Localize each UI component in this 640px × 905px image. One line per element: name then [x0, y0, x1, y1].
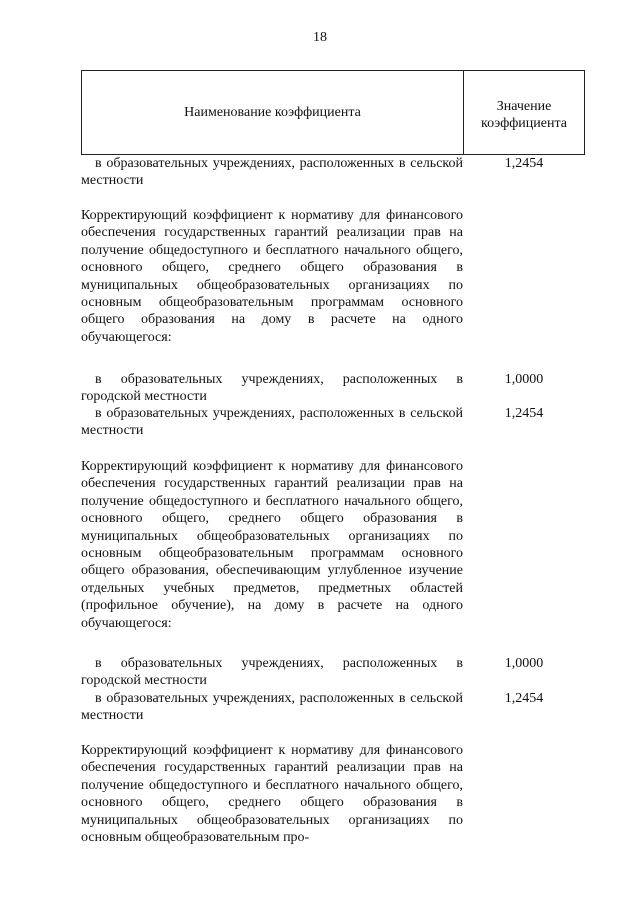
coefficient-heading: Корректирующий коэффициент к нормативу для финансового обеспечения государственных гарантий реализации прав на получение общедоступного и бесплатного начального общего, основного общего, среднего общего образования в муниципальных общеобразовательных организациях по основным общеобразовательным про-	[81, 743, 463, 846]
row-value: 1,0000	[504, 656, 544, 671]
row-name: в образовательных учреждениях, расположенных в городской местности	[81, 656, 463, 689]
row-value: 1,2454	[504, 691, 544, 706]
row-value: 1,2454	[504, 406, 544, 421]
coefficient-heading: Корректирующий коэффициент к нормативу для финансового обеспечения государственных гарантий реализации прав на получение общедоступного и бесплатного начального общего, основного общего, среднего общего образования в муниципальных общеобразовательных организациях по основным общеобразовательным программам основного общего образования на дому в расчете на одного обучающегося:	[81, 208, 463, 345]
coefficient-heading: Корректирующий коэффициент к нормативу для финансового обеспечения государственных гарантий реализации прав на получение общедоступного и бесплатного начального общего, основного общего, среднего общего образования в муниципальных общеобразовательных организациях по основным общеобразовательным программам основного общего образования, обеспечивающим углубленное изучение отдельных учебных предметов, предметных областей (профильное обучение), на дому в расчете на одного обучающегося:	[81, 459, 463, 631]
row-name: в образовательных учреждениях, расположенных в сельской местности	[81, 691, 463, 724]
header-value-column: Значение коэффициента	[481, 98, 567, 131]
table-row	[81, 655, 585, 689]
row-name: в образовательных учреждениях, расположенных в городской местности	[81, 372, 463, 405]
row-value: 1,2454	[504, 156, 544, 171]
table-row	[81, 371, 585, 405]
table-row	[81, 690, 585, 724]
table-row	[81, 405, 585, 439]
header-name-column: Наименование коэффициента	[82, 71, 464, 154]
row-value: 1,0000	[504, 372, 544, 387]
row-name: в образовательных учреждениях, расположенных в сельской местности	[81, 406, 463, 439]
page-number: 18	[313, 30, 327, 45]
table-row	[81, 155, 585, 189]
table-header	[81, 70, 585, 155]
row-name: в образовательных учреждениях, расположенных в сельской местности	[81, 156, 463, 189]
